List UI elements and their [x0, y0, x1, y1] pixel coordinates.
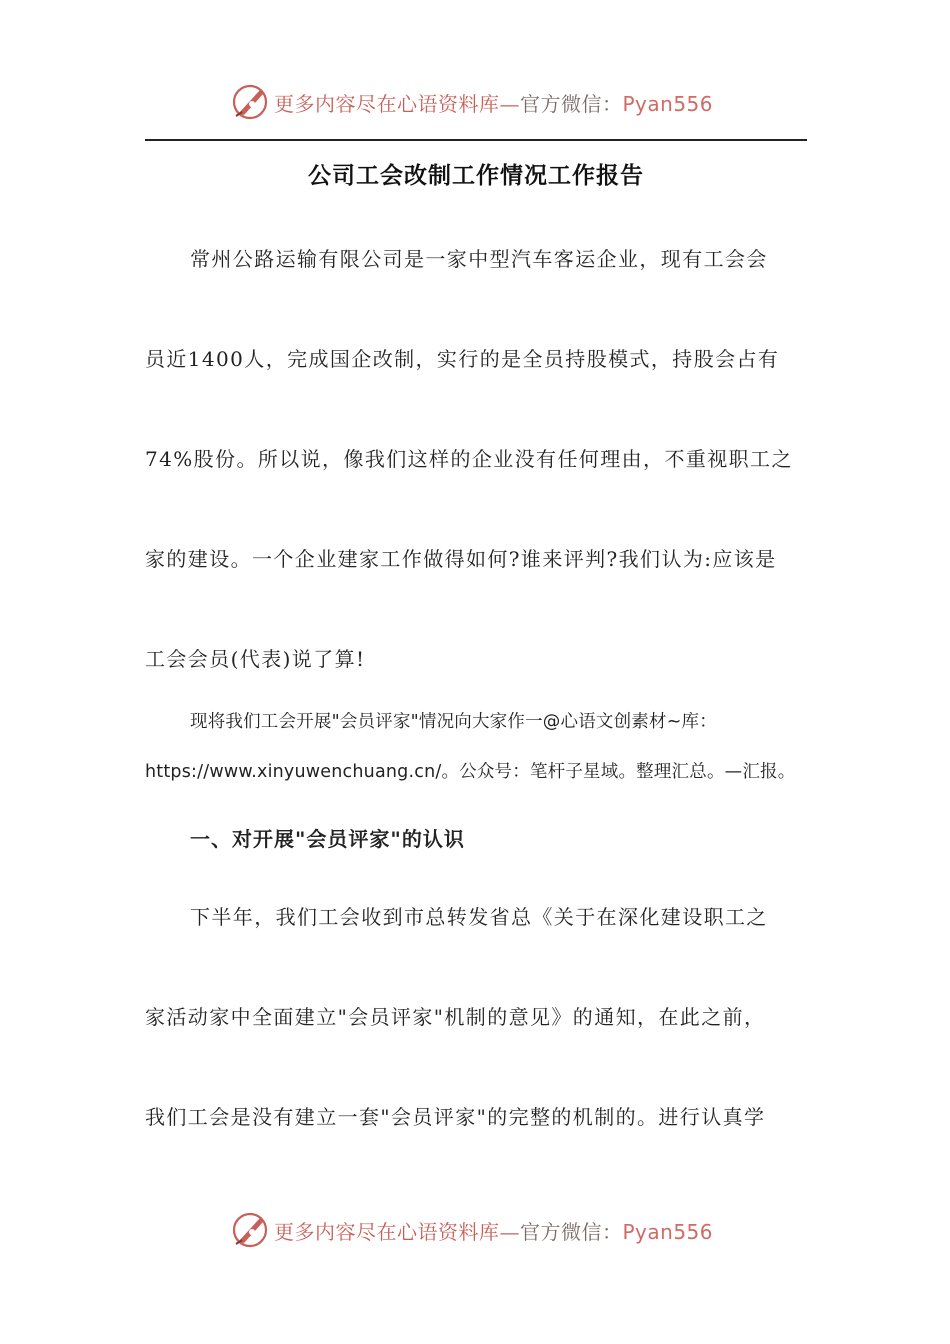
paragraph-line: 常州公路运输有限公司是一家中型汽车客运企业，现有工会会	[190, 247, 768, 271]
banner-wechat-label: 官方微信：	[520, 1219, 623, 1244]
banner-main-text: 更多内容尽在心语资料库—	[274, 1219, 520, 1244]
paragraph-line: 我们工会是没有建立一套"会员评家"的完整的机制的。进行认真学	[145, 1105, 766, 1129]
banner-main-text: 更多内容尽在心语资料库—	[274, 91, 520, 116]
banner-wechat-label: 官方微信：	[520, 91, 623, 116]
paragraph-line: 工会会员(代表)说了算!	[145, 647, 366, 671]
footer-banner	[230, 1208, 713, 1252]
banner-wechat-id: Pyan556	[622, 1219, 714, 1244]
paragraph-line: 员近1400人，完成国企改制，实行的是全员持股模式，持股会占有	[145, 347, 780, 371]
paragraph-line: 下半年，我们工会收到市总转发省总《关于在深化建设职工之	[190, 905, 768, 929]
header-banner	[230, 80, 713, 124]
paragraph-line: 74%股份。所以说，像我们这样的企业没有任何理由，不重视职工之	[145, 447, 793, 471]
section-heading: 一、对开展"会员评家"的认识	[190, 827, 465, 851]
document-title: 公司工会改制工作情况工作报告	[308, 162, 644, 189]
paragraph-line: https://www.xinyuwenchuang.cn/。公众号：笔杆子星域。整理汇总。—汇报。	[145, 762, 796, 782]
banner-text	[274, 1216, 713, 1245]
quill-logo-icon	[230, 82, 270, 122]
header-divider	[145, 139, 807, 141]
banner-wechat-id: Pyan556	[622, 91, 714, 116]
quill-logo-icon	[230, 1210, 270, 1250]
banner-text	[274, 88, 713, 117]
paragraph-line: 家活动家中全面建立"会员评家"机制的意见》的通知，在此之前，	[145, 1005, 766, 1029]
paragraph-line: 现将我们工会开展"会员评家"情况向大家作一@心语文创素材~库：	[190, 712, 717, 732]
paragraph-line: 家的建设。一个企业建家工作做得如何?谁来评判?我们认为:应该是	[145, 547, 777, 571]
